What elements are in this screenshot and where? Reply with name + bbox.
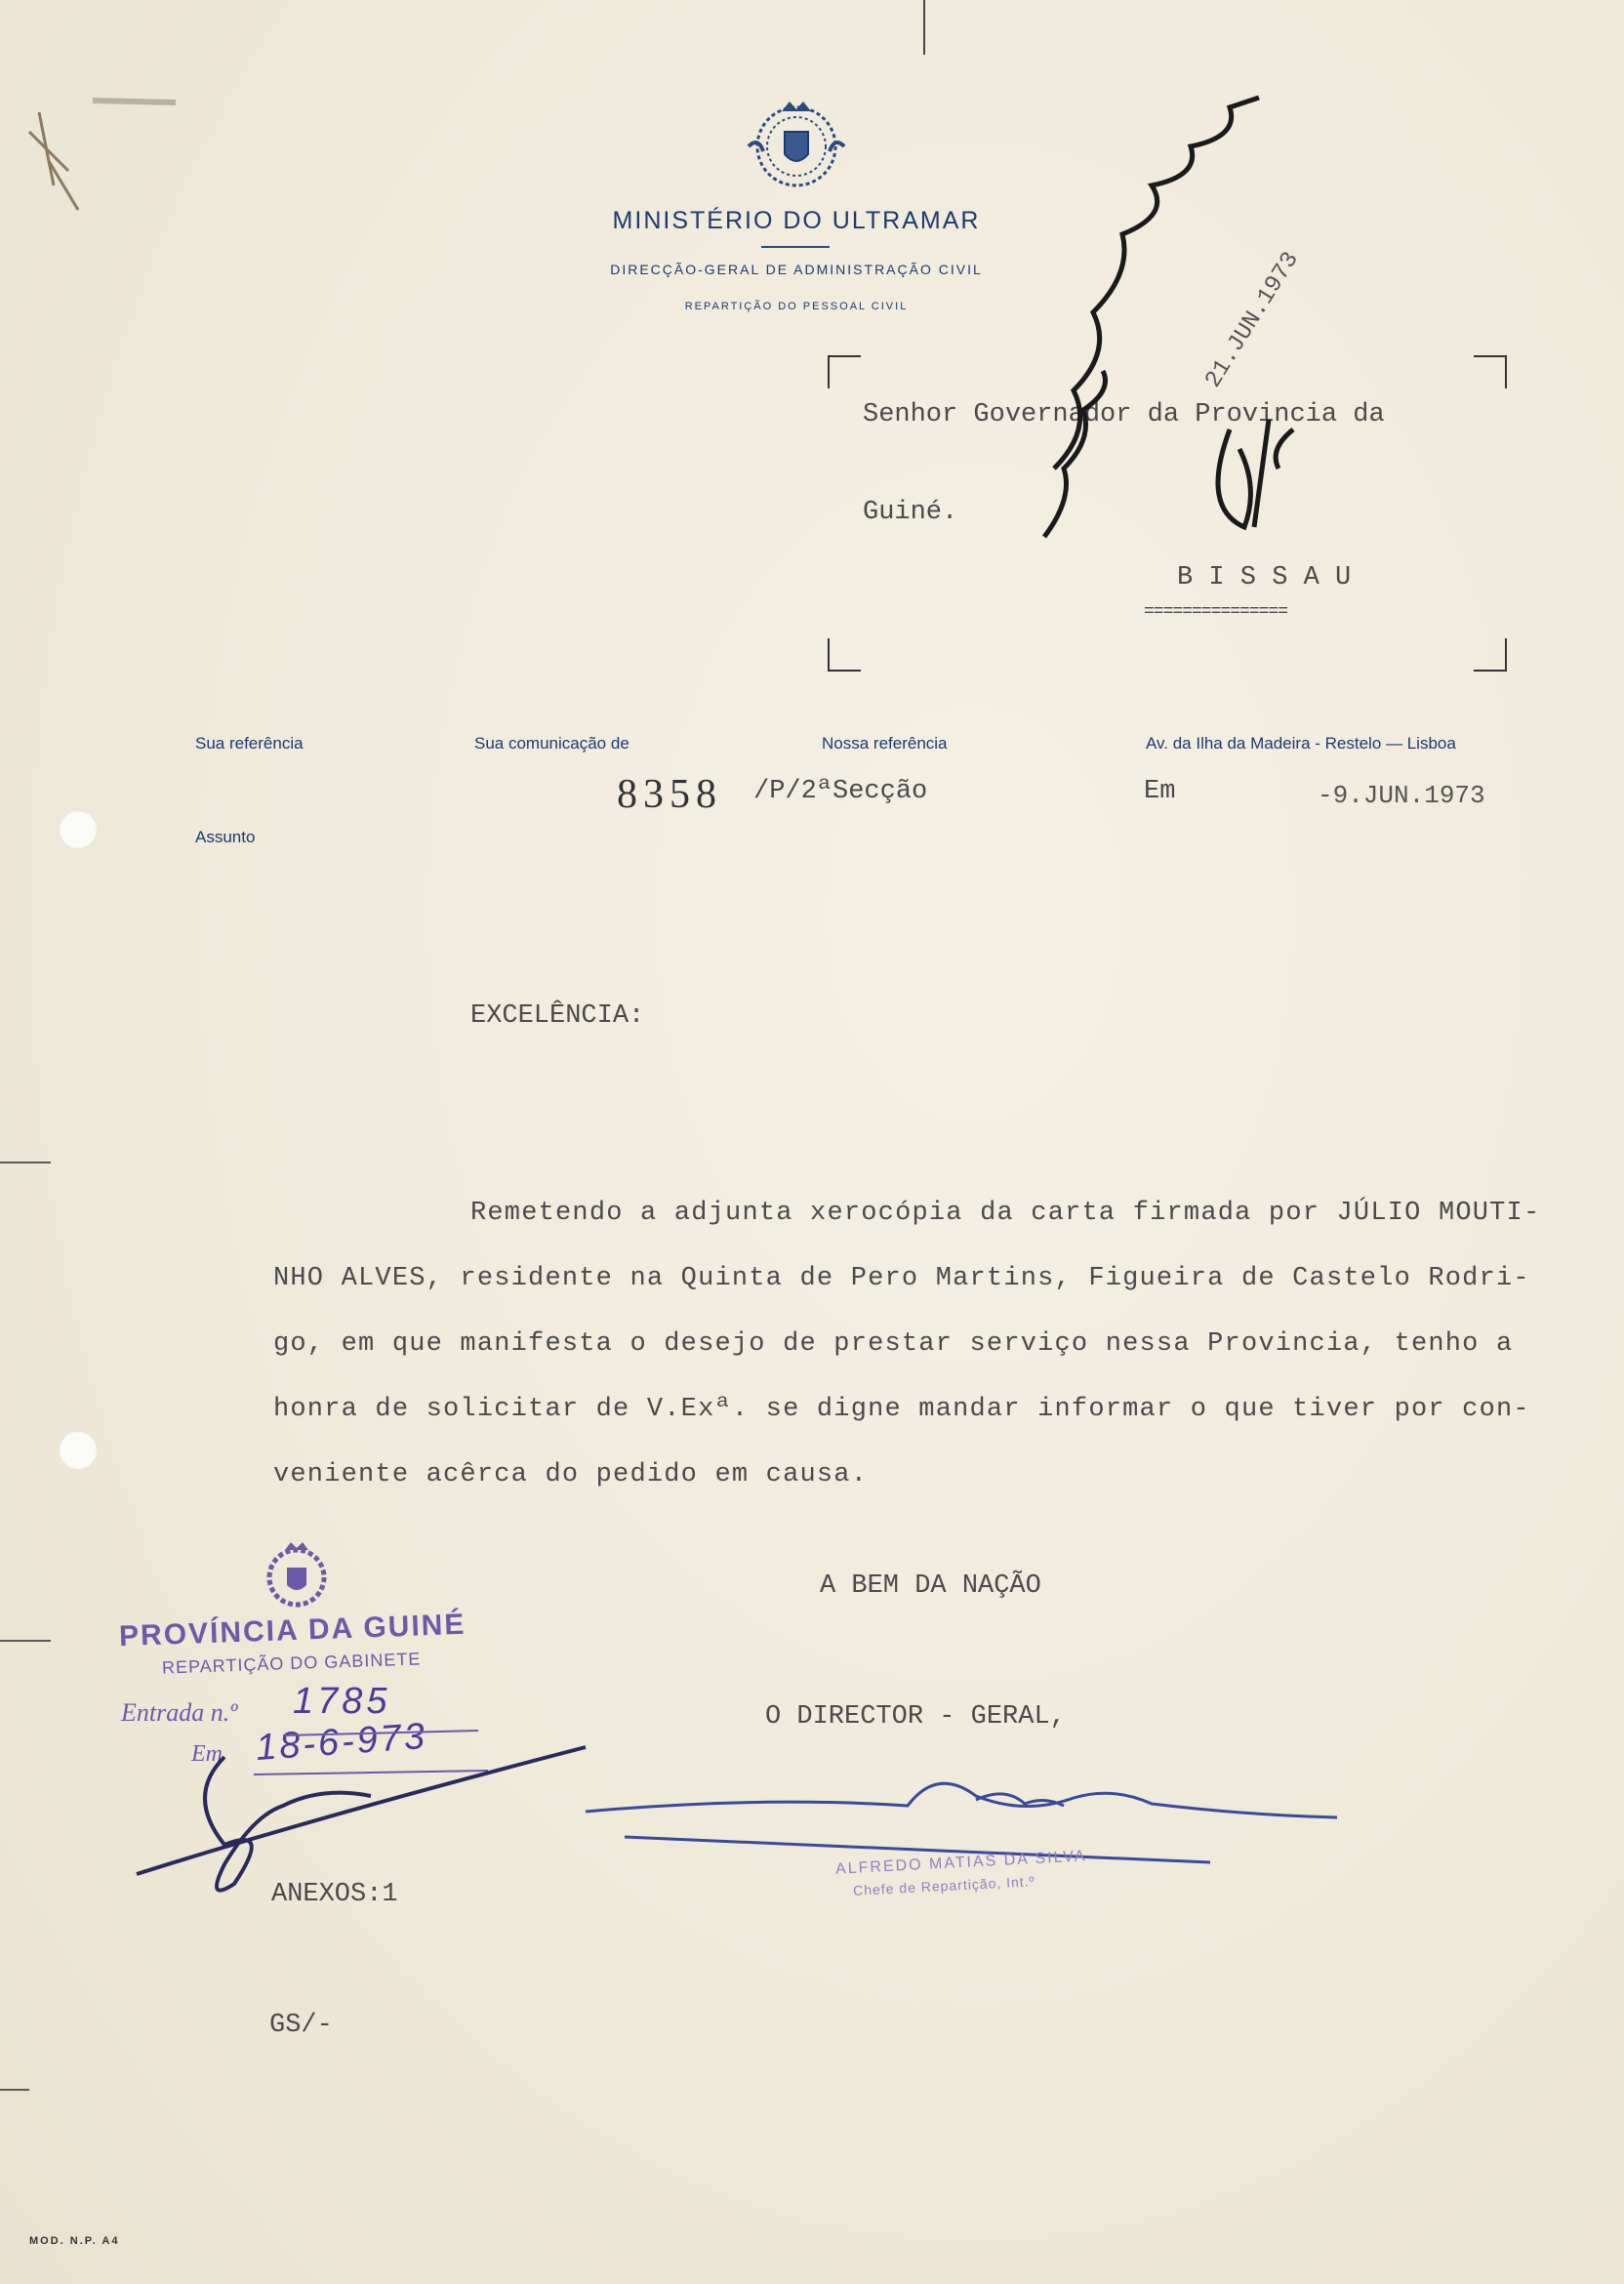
addressee-line-2: Guiné.	[863, 498, 958, 527]
body-line: go, em que manifesta o desejo de prestar serviço nessa Provincia, tenho a	[273, 1329, 1514, 1359]
our-reference-label: Nossa referência	[822, 734, 948, 753]
staple-mark	[0, 93, 185, 220]
fold-mark	[923, 0, 925, 55]
dispatch-date-stamp: -9.JUN.1973	[1318, 781, 1485, 810]
signature-stamp-name: ALFREDO MATIAS DA SILVA	[834, 1848, 1087, 1878]
body-line: NHO ALVES, residente na Quinta de Pero Martins, Figueira de Castelo Rodri-	[273, 1264, 1530, 1293]
receipt-entry-number: 1785	[293, 1681, 391, 1722]
signature-stamp-title: Chefe de Repartição, Int.º	[852, 1873, 1036, 1898]
window-corner-bottom-left	[828, 638, 861, 672]
window-corner-bottom-right	[1474, 638, 1507, 672]
margin-mark	[0, 1640, 51, 1642]
your-reference-label: Sua referência	[195, 734, 304, 753]
margin-mark	[0, 1162, 51, 1163]
typist-initials: GS/-	[269, 2011, 333, 2040]
handwritten-annotation	[1035, 78, 1347, 547]
ministry-title: MINISTÉRIO DO ULTRAMAR	[612, 207, 981, 234]
letterhead-rule	[761, 246, 830, 248]
receipt-entry-label: Entrada n.º	[121, 1698, 238, 1727]
subject-label: Assunto	[195, 828, 256, 846]
received-date-stamp: 21.JUN.1973	[1200, 247, 1305, 393]
reference-number: 8358	[617, 772, 722, 817]
salutation: EXCELÊNCIA:	[470, 1001, 645, 1031]
punch-hole-bottom	[59, 1431, 98, 1470]
your-communication-label: Sua comunicação de	[474, 734, 629, 753]
letter-body	[273, 1181, 1601, 1508]
body-line: veniente acêrca do pedido em causa.	[273, 1460, 869, 1489]
receipt-signature	[127, 1737, 595, 1913]
addressee-city: B I S S A U	[1177, 563, 1352, 592]
receipt-stamp-province: PROVÍNCIA DA GUINÉ	[118, 1608, 467, 1653]
window-corner-top-left	[828, 355, 861, 388]
department-line: REPARTIÇÃO DO PESSOAL CIVIL	[684, 301, 909, 312]
closing-phrase: A BEM DA NAÇÃO	[820, 1571, 1041, 1601]
body-line: Remetendo a adjunta xerocópia da carta firmada por JÚLIO MOUTI-	[470, 1199, 1541, 1228]
body-line: honra de solicitar de V.Exª. se digne mandar informar o que tiver por con-	[273, 1395, 1530, 1424]
signatory-title: O DIRECTOR - GERAL,	[765, 1702, 1066, 1732]
office-address: Av. da Ilha da Madeira - Restelo — Lisboa	[1146, 734, 1456, 753]
margin-mark	[0, 2089, 29, 2091]
addressee-city-underline: ===============	[1144, 602, 1288, 622]
directorate-line: DIRECÇÃO-GERAL DE ADMINISTRAÇÃO CIVIL	[610, 262, 983, 277]
date-em-label: Em	[1144, 777, 1176, 806]
stamp-crest-icon	[250, 1540, 344, 1609]
punch-hole-top	[59, 810, 98, 849]
coat-of-arms-icon	[739, 98, 854, 195]
window-corner-top-right	[1474, 355, 1507, 388]
annexes: ANEXOS:1	[271, 1880, 398, 1909]
receipt-date: 18-6-973	[254, 1715, 429, 1770]
receipt-stamp-office: REPARTIÇÃO DO GABINETE	[161, 1649, 422, 1678]
receipt-date-label: Em	[191, 1741, 223, 1767]
reference-suffix: /P/2ªSecção	[753, 777, 928, 806]
addressee-line-1: Senhor Governador da Provincia da	[863, 400, 1385, 429]
form-code: MOD. N.P. A4	[29, 2235, 120, 2247]
